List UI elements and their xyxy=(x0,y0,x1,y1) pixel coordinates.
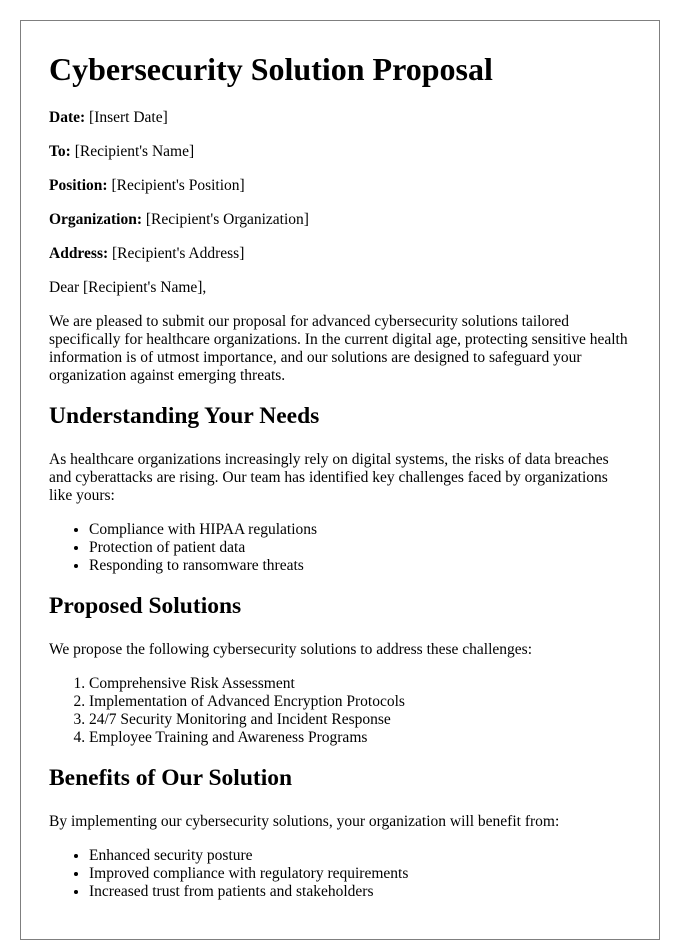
solutions-list xyxy=(49,675,631,747)
needs-paragraph: As healthcare organizations increasingly rely on digital systems, the risks of data breaches and cyberattacks are rising. Our team has identified key challenges faced by organizations like yours: xyxy=(49,451,609,504)
list-item: • Improved compliance with regulatory requirements xyxy=(89,865,631,883)
address-value: [Recipient's Address] xyxy=(108,245,245,262)
position-value: [Recipient's Position] xyxy=(107,177,245,194)
to-field xyxy=(49,143,631,161)
date-field xyxy=(49,109,631,127)
list-item: • Responding to ransomware threats xyxy=(89,557,631,575)
needs-list xyxy=(49,521,631,575)
list-item: • Enhanced security posture xyxy=(89,847,631,865)
position-field xyxy=(49,177,631,195)
address-field xyxy=(49,245,631,263)
benefits-heading: Benefits of Our Solution xyxy=(49,765,293,791)
date-label: Date: xyxy=(49,109,86,126)
needs-heading: Understanding Your Needs xyxy=(49,403,320,429)
list-item: • Protection of patient data xyxy=(89,539,631,557)
date-value: [Insert Date] xyxy=(85,109,168,126)
benefits-list xyxy=(49,847,631,901)
list-item: 1. Comprehensive Risk Assessment xyxy=(89,675,631,693)
position-label: Position: xyxy=(49,177,108,194)
letter-page xyxy=(20,20,660,940)
intro-paragraph: We are pleased to submit our proposal for advanced cybersecurity solutions tailored specifically for healthcare organizations. In the current digital age, protecting sensitive health information is of utmost importance, and our solutions are designed to safeguard your organization against emerging threats. xyxy=(49,313,628,384)
to-label: To: xyxy=(49,143,71,160)
list-item: 3. 24/7 Security Monitoring and Incident Response xyxy=(89,711,631,729)
benefits-paragraph: By implementing our cybersecurity solutions, your organization will benefit from: xyxy=(49,813,560,830)
salutation: Dear [Recipient's Name], xyxy=(49,279,207,296)
organization-field xyxy=(49,211,631,229)
solutions-heading: Proposed Solutions xyxy=(49,593,242,619)
organization-value: [Recipient's Organization] xyxy=(142,211,309,228)
list-item: 2. Implementation of Advanced Encryption Protocols xyxy=(89,693,631,711)
list-item: 4. Employee Training and Awareness Programs xyxy=(89,729,631,747)
list-item: • Compliance with HIPAA regulations xyxy=(89,521,631,539)
to-value: [Recipient's Name] xyxy=(70,143,195,160)
address-label: Address: xyxy=(49,245,109,262)
organization-label: Organization: xyxy=(49,211,142,228)
solutions-paragraph: We propose the following cybersecurity solutions to address these challenges: xyxy=(49,641,533,658)
page-title: Cybersecurity Solution Proposal xyxy=(49,51,493,87)
list-item: • Increased trust from patients and stakeholders xyxy=(89,883,631,901)
